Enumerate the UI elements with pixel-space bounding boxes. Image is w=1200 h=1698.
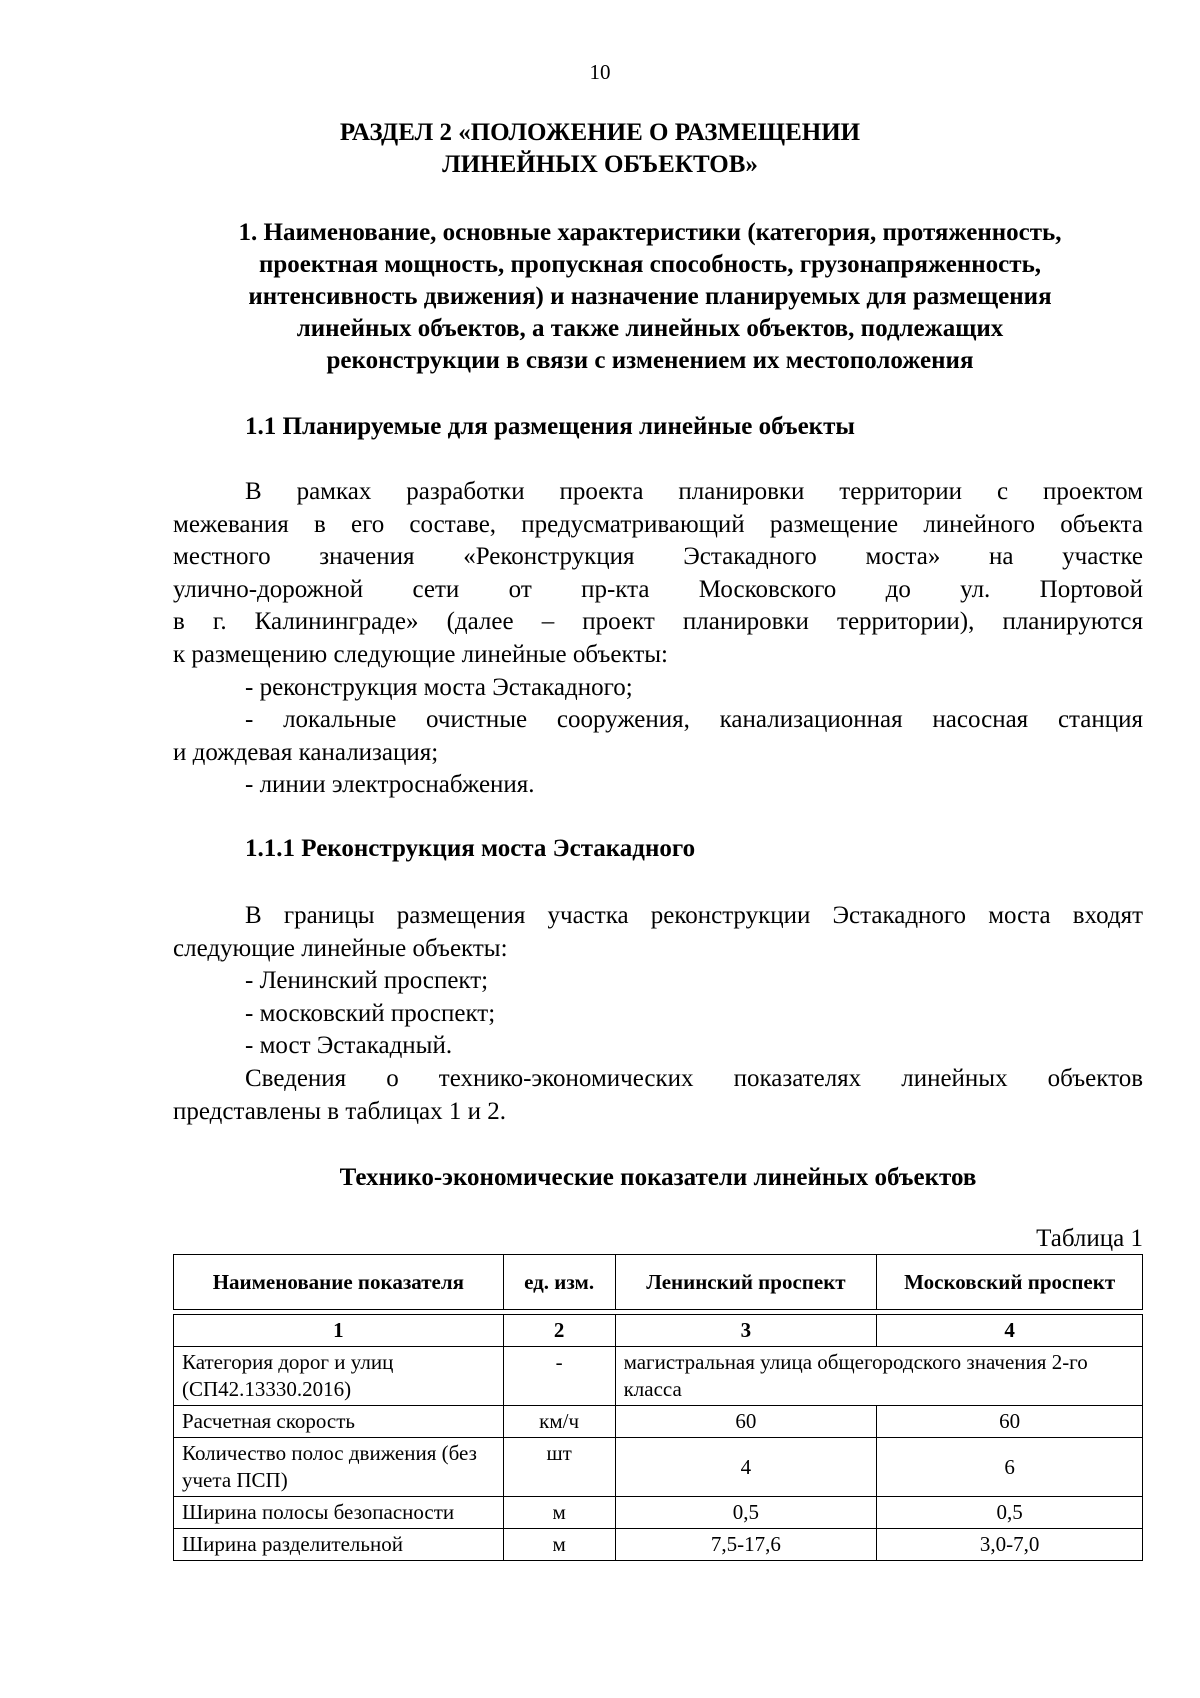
table-number-cell: 3 <box>615 1315 877 1347</box>
table-cell-moscow: 0,5 <box>877 1497 1143 1529</box>
indicators-table <box>173 1254 1143 1561</box>
table-title: Технико-экономические показатели линейных объектов <box>339 1164 977 1191</box>
table-cell-merged: магистральная улица общегородского значения 2-го класса <box>615 1347 1142 1406</box>
table-header-cell: Наименование показателя <box>174 1255 504 1310</box>
table-row <box>174 1438 1143 1497</box>
table-cell-moscow: 6 <box>877 1438 1143 1497</box>
list-item-continuation: и дождевая канализация; <box>173 738 439 766</box>
heading-1-line: проектная мощность, пропускная способность, грузонапряженность, <box>258 251 1042 278</box>
table-row <box>174 1529 1143 1561</box>
paragraph-line: к размещению следующие линейные объекты: <box>173 640 669 668</box>
table-number-row <box>174 1315 1143 1347</box>
table-number-cell: 1 <box>174 1315 504 1347</box>
table-header-cell: Московский проспект <box>877 1255 1143 1310</box>
list-item: - реконструкция моста Эстакадного; <box>245 673 633 701</box>
list-item: - Ленинский проспект; <box>245 967 489 995</box>
table-cell-lenin: 60 <box>615 1406 877 1438</box>
section-title-line: РАЗДЕЛ 2 «ПОЛОЖЕНИЕ О РАЗМЕЩЕНИИ <box>339 119 861 146</box>
list-item: - локальные очистные сооружения, канализационная насосная станция <box>245 706 1143 734</box>
paragraph-line: улично-дорожной сети от пр-кта Московского до ул. Портовой <box>173 575 1143 603</box>
table-cell-unit: шт <box>503 1438 615 1497</box>
heading-1-line: реконструкции в связи с изменением их местоположения <box>326 347 974 374</box>
paragraph-line: местного значения «Реконструкция Эстакадного моста» на участке <box>173 543 1143 571</box>
heading-1-1: 1.1 Планируемые для размещения линейные объекты <box>245 413 855 440</box>
table-cell-lenin: 0,5 <box>615 1497 877 1529</box>
paragraph-line: представлены в таблицах 1 и 2. <box>173 1097 506 1125</box>
table-cell-unit: м <box>503 1497 615 1529</box>
paragraph-planned-objects <box>173 476 1143 802</box>
heading-1-line: 1. Наименование, основные характеристики (категория, протяженность, <box>238 219 1062 246</box>
paragraph-line: В границы размещения участка реконструкции Эстакадного моста входят <box>245 902 1143 929</box>
page-number: 10 <box>589 60 611 84</box>
section-title-line: ЛИНЕЙНЫХ ОБЪЕКТОВ» <box>442 151 758 178</box>
table-cell-unit: - <box>503 1347 615 1406</box>
table-row <box>174 1347 1143 1406</box>
paragraph-line: следующие линейные объекты: <box>173 934 508 962</box>
table-cell-unit: м <box>503 1529 615 1561</box>
table-number-cell: 4 <box>877 1315 1143 1347</box>
paragraph-line: Сведения о технико-экономических показателях линейных объектов <box>245 1064 1143 1092</box>
paragraph-line: в г. Калининграде» (далее – проект планировки территории), планируются <box>173 608 1143 636</box>
list-item: - московский проспект; <box>245 999 496 1027</box>
paragraph-line: В рамках разработки проекта планировки территории с проектом <box>245 478 1143 505</box>
table-cell-name: Ширина разделительной <box>174 1529 504 1561</box>
heading-1-line: линейных объектов, а также линейных объектов, подлежащих <box>296 315 1004 342</box>
table-cell-name: Ширина полосы безопасности <box>174 1497 504 1529</box>
list-item: - мост Эстакадный. <box>245 1032 453 1060</box>
table-number-cell: 2 <box>503 1315 615 1347</box>
table-cell-lenin: 7,5-17,6 <box>615 1529 877 1561</box>
table-cell-moscow: 3,0-7,0 <box>877 1529 1143 1561</box>
table-header-cell: ед. изм. <box>503 1255 615 1310</box>
table-cell-name: Количество полос движения (без учета ПСП) <box>174 1438 504 1497</box>
table-cell-lenin: 4 <box>615 1438 877 1497</box>
table-cell-name: Расчетная скорость <box>174 1406 504 1438</box>
table-header-cell: Ленинский проспект <box>615 1255 877 1310</box>
table-cell-unit: км/ч <box>503 1406 615 1438</box>
table-row <box>174 1406 1143 1438</box>
section-title <box>150 117 1050 181</box>
heading-1 <box>170 217 1130 377</box>
table-cell-moscow: 60 <box>877 1406 1143 1438</box>
table-row <box>174 1497 1143 1529</box>
paragraph-line: межевания в его составе, предусматривающий размещение линейного объекта <box>173 510 1143 538</box>
table-header-row <box>174 1255 1143 1310</box>
table-cell-name: Категория дорог и улиц (СП42.13330.2016) <box>174 1347 504 1406</box>
paragraph-bridge <box>173 900 1143 1128</box>
table-label: Таблица 1 <box>1036 1225 1143 1252</box>
heading-1-1-1: 1.1.1 Реконструкция моста Эстакадного <box>245 835 696 862</box>
heading-1-line: интенсивность движения) и назначение планируемых для размещения <box>248 283 1052 310</box>
list-item: - линии электроснабжения. <box>245 771 535 799</box>
